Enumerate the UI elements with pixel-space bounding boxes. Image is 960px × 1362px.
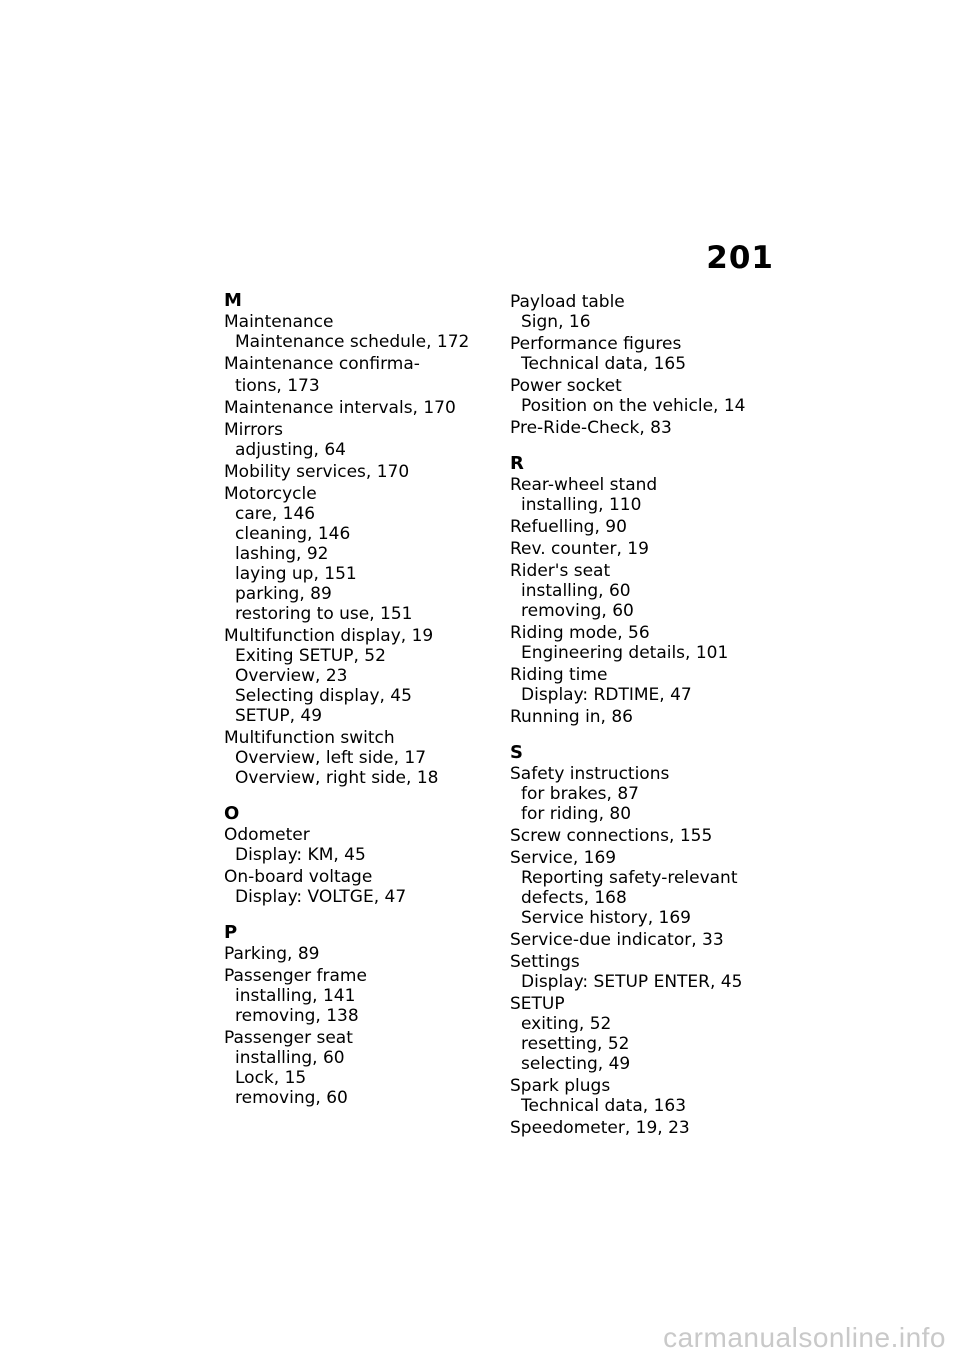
index-sub-term: Display: RDTIME, 47 <box>521 685 692 705</box>
index-main-term: Maintenance intervals, 170 <box>224 398 456 418</box>
index-entry <box>224 944 509 965</box>
index-entry <box>510 930 795 951</box>
index-main-term: Mirrors <box>224 420 283 440</box>
index-letter-heading: O <box>224 803 240 824</box>
index-sub-term: Display: VOLTGE, 47 <box>235 887 407 907</box>
index-sub-term: Selecting display, 45 <box>235 686 412 706</box>
index-main-term: Rev. counter, 19 <box>510 539 649 559</box>
index-main-term: Service-due indicator, 33 <box>510 930 724 950</box>
index-main-term: Mobility services, 170 <box>224 462 410 482</box>
index-main-term: Screw connections, 155 <box>510 826 713 846</box>
index-letter-heading: P <box>224 922 238 943</box>
index-sub-term: installing, 60 <box>235 1048 345 1068</box>
index-sub-term: Overview, left side, 17 <box>235 748 427 768</box>
index-main-term: Service, 169 <box>510 848 617 868</box>
index-main-term: Maintenance confirma- <box>224 354 420 374</box>
index-main-term: Payload table <box>510 292 625 312</box>
index-main-term: Passenger seat <box>224 1028 353 1048</box>
index-sub-term: Position on the vehicle, 14 <box>521 396 746 416</box>
index-sub-term: removing, 60 <box>235 1088 348 1108</box>
index-sub-term: Display: KM, 45 <box>235 845 366 865</box>
index-sub-term: removing, 60 <box>521 601 634 621</box>
index-entry <box>510 475 795 516</box>
index-entry <box>510 292 795 333</box>
index-sub-term: Overview, 23 <box>235 666 348 686</box>
index-column-left <box>224 291 509 1109</box>
index-letter-heading: R <box>510 453 524 474</box>
index-main-term: Passenger frame <box>224 966 367 986</box>
index-main-term: Settings <box>510 952 580 972</box>
index-entry <box>510 334 795 375</box>
index-entry <box>224 462 509 483</box>
index-main-term: SETUP <box>510 994 565 1014</box>
index-main-term: Speedometer, 19, 23 <box>510 1118 690 1138</box>
index-sub-term: adjusting, 64 <box>235 440 346 460</box>
index-sub-term: parking, 89 <box>235 584 332 604</box>
index-entry <box>510 952 795 993</box>
index-entry <box>224 867 509 908</box>
index-sub-term: Maintenance schedule, 172 <box>235 332 470 352</box>
index-entry <box>224 354 509 397</box>
index-sub-term: restoring to use, 151 <box>235 604 413 624</box>
index-main-term: Rear-wheel stand <box>510 475 658 495</box>
index-sub-term: for riding, 80 <box>521 804 632 824</box>
index-sub-term: for brakes, 87 <box>521 784 639 804</box>
index-letter-heading: S <box>510 742 523 763</box>
index-main-term: Spark plugs <box>510 1076 611 1096</box>
index-entry <box>224 966 509 1027</box>
index-entry <box>510 539 795 560</box>
index-entry <box>510 517 795 538</box>
index-entry <box>510 848 795 929</box>
index-main-term: Riding time <box>510 665 608 685</box>
index-entry <box>510 418 795 439</box>
index-sub-term: installing, 60 <box>521 581 631 601</box>
index-entry <box>510 561 795 622</box>
index-main-term: Odometer <box>224 825 310 845</box>
index-main-term: Motorcycle <box>224 484 317 504</box>
index-entry <box>510 623 795 664</box>
index-main-term: Multifunction switch <box>224 728 395 748</box>
index-sub-term: installing, 141 <box>235 986 356 1006</box>
index-sub-term: removing, 138 <box>235 1006 359 1026</box>
index-sub-term: resetting, 52 <box>521 1034 630 1054</box>
index-main-term-continuation: tions, 173 <box>235 376 320 396</box>
page-number: 201 <box>706 240 774 276</box>
index-main-term: Riding mode, 56 <box>510 623 650 643</box>
index-main-term: Pre-Ride-Check, 83 <box>510 418 672 438</box>
index-sub-term: laying up, 151 <box>235 564 357 584</box>
index-sub-term: Display: SETUP ENTER, 45 <box>521 972 743 992</box>
index-entry <box>510 1076 795 1117</box>
index-main-term: Refuelling, 90 <box>510 517 627 537</box>
index-sub-term: SETUP, 49 <box>235 706 323 726</box>
index-main-term: Safety instructions <box>510 764 670 784</box>
index-entry <box>510 376 795 417</box>
index-sub-term: selecting, 49 <box>521 1054 631 1074</box>
index-sub-term: lashing, 92 <box>235 544 329 564</box>
index-entry <box>510 764 795 825</box>
index-sub-term: Service history, 169 <box>521 908 691 928</box>
index-main-term: Maintenance <box>224 312 334 332</box>
index-entry <box>224 420 509 461</box>
index-entry <box>510 707 795 728</box>
index-entry <box>510 1118 795 1139</box>
index-entry <box>224 728 509 789</box>
index-main-term: Performance figures <box>510 334 682 354</box>
index-main-term: On-board voltage <box>224 867 373 887</box>
index-main-term: Power socket <box>510 376 622 396</box>
index-sub-term: care, 146 <box>235 504 316 524</box>
index-entry <box>224 626 509 727</box>
index-entry <box>510 826 795 847</box>
index-sub-term: installing, 110 <box>521 495 642 515</box>
index-entry <box>510 665 795 706</box>
index-main-term: Multifunction display, 19 <box>224 626 434 646</box>
index-sub-term: cleaning, 146 <box>235 524 351 544</box>
index-sub-term: Technical data, 163 <box>521 1096 687 1116</box>
index-sub-term: Technical data, 165 <box>521 354 687 374</box>
index-sub-term: Sign, 16 <box>521 312 591 332</box>
index-main-term: Parking, 89 <box>224 944 320 964</box>
index-column-right <box>510 291 795 1139</box>
watermark: carmanualsonline.info <box>663 1322 946 1353</box>
index-letter-heading: M <box>224 290 242 311</box>
index-entry <box>224 825 509 866</box>
index-main-term: Running in, 86 <box>510 707 634 727</box>
index-entry <box>224 312 509 353</box>
index-main-term: Rider's seat <box>510 561 611 581</box>
index-entry <box>224 484 509 625</box>
index-entry <box>224 1028 509 1109</box>
index-sub-term: Lock, 15 <box>235 1068 307 1088</box>
index-entry <box>510 994 795 1075</box>
index-sub-term: defects, 168 <box>521 888 627 908</box>
index-sub-term: Reporting safety-relevant <box>521 868 738 888</box>
index-sub-term: Engineering details, 101 <box>521 643 729 663</box>
index-sub-term: exiting, 52 <box>521 1014 612 1034</box>
index-sub-term: Overview, right side, 18 <box>235 768 439 788</box>
index-sub-term: Exiting SETUP, 52 <box>235 646 386 666</box>
index-entry <box>224 398 509 419</box>
